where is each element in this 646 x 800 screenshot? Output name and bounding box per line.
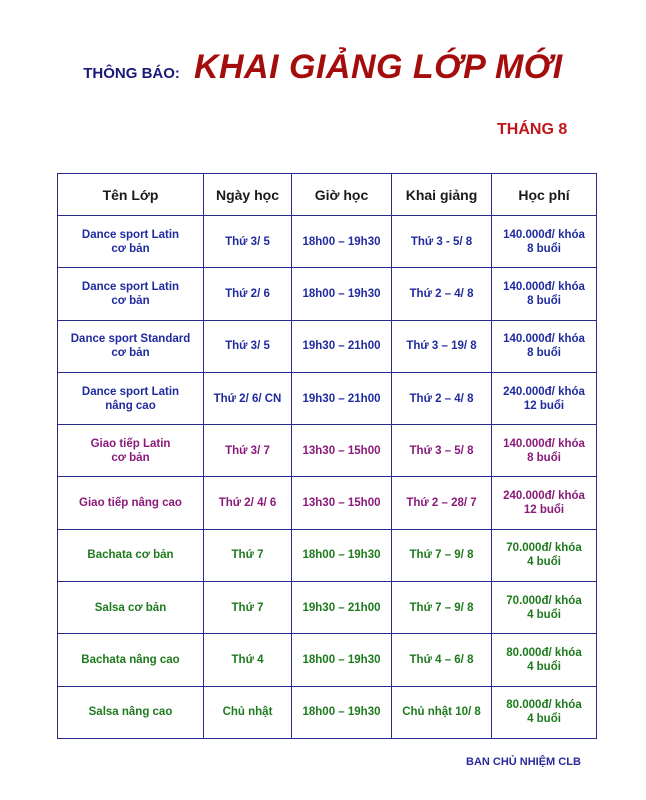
start-cell: Chủ nhật 10/ 8 — [392, 686, 492, 738]
fee-line: 140.000đ/ khóa — [503, 228, 585, 241]
time-cell: 13h30 – 15h00 — [292, 477, 392, 529]
fee-line: 240.000đ/ khóa — [503, 385, 585, 398]
days-cell: Thứ 3/ 5 — [204, 320, 292, 372]
days-cell: Thứ 2/ 4/ 6 — [204, 477, 292, 529]
title-line — [0, 48, 646, 87]
fee-cell — [492, 320, 597, 372]
fee-cell — [492, 425, 597, 477]
start-cell: Thứ 3 – 19/ 8 — [392, 320, 492, 372]
fee-cell — [492, 582, 597, 634]
fee-cell — [492, 372, 597, 424]
fee-line: 8 buổi — [527, 347, 561, 360]
days-cell: Thứ 3/ 7 — [204, 425, 292, 477]
time-cell: 18h00 – 19h30 — [292, 268, 392, 320]
time-cell: 18h00 – 19h30 — [292, 634, 392, 686]
class-name-cell — [58, 425, 204, 477]
fee-line: 140.000đ/ khóa — [503, 437, 585, 450]
days-cell: Chủ nhật — [204, 686, 292, 738]
fee-line: 8 buổi — [527, 294, 561, 307]
time-cell: 18h00 – 19h30 — [292, 216, 392, 268]
fee-line: 4 buổi — [527, 556, 561, 569]
fee-cell — [492, 216, 597, 268]
fee-line: 4 buổi — [527, 713, 561, 726]
fee-cell — [492, 529, 597, 581]
class-name-line: cơ bản — [111, 242, 150, 255]
class-name-cell — [58, 320, 204, 372]
class-name-line: Salsa nâng cao — [88, 706, 173, 719]
fee-line: 240.000đ/ khóa — [503, 490, 585, 503]
class-name-line: Giao tiếp nâng cao — [79, 497, 182, 510]
class-name-line: cơ bản — [111, 347, 150, 360]
column-header-fee: Học phí — [492, 174, 597, 216]
fee-line: 80.000đ/ khóa — [506, 699, 582, 712]
fee-line: 70.000đ/ khóa — [506, 542, 582, 555]
fee-line: 80.000đ/ khóa — [506, 647, 582, 660]
column-header-days: Ngày học — [204, 174, 292, 216]
column-header-start: Khai giảng — [392, 174, 492, 216]
days-cell: Thứ 2/ 6 — [204, 268, 292, 320]
class-name-line: Bachata nâng cao — [81, 654, 180, 667]
class-name-line: nâng cao — [105, 399, 156, 412]
fee-line: 12 buổi — [523, 399, 565, 412]
class-name-line: cơ bản — [111, 294, 150, 307]
start-cell: Thứ 3 – 5/ 8 — [392, 425, 492, 477]
time-cell: 19h30 – 21h00 — [292, 372, 392, 424]
table-row — [58, 320, 597, 372]
start-cell: Thứ 2 – 4/ 8 — [392, 372, 492, 424]
table-body — [58, 216, 597, 739]
start-cell: Thứ 3 - 5/ 8 — [392, 216, 492, 268]
class-name-cell — [58, 582, 204, 634]
class-name-line: Dance sport Latin — [81, 228, 180, 241]
class-name-cell — [58, 686, 204, 738]
table-row — [58, 372, 597, 424]
fee-line: 140.000đ/ khóa — [503, 280, 585, 293]
class-name-line: cơ bản — [111, 451, 150, 464]
start-cell: Thứ 7 – 9/ 8 — [392, 529, 492, 581]
fee-cell — [492, 477, 597, 529]
column-header-class-name: Tên Lớp — [58, 174, 204, 216]
column-header-time: Giờ học — [292, 174, 392, 216]
days-cell: Thứ 3/ 5 — [204, 216, 292, 268]
month-label: THÁNG 8 — [497, 121, 568, 138]
page-title: KHAI GIẢNG LỚP MỚI — [193, 48, 563, 86]
fee-line: 4 buổi — [527, 608, 561, 621]
start-cell: Thứ 2 – 28/ 7 — [392, 477, 492, 529]
table-row — [58, 634, 597, 686]
class-name-cell — [58, 372, 204, 424]
class-name-cell — [58, 477, 204, 529]
class-name-line: Salsa cơ bản — [94, 601, 167, 614]
time-cell: 13h30 – 15h00 — [292, 425, 392, 477]
start-cell: Thứ 4 – 6/ 8 — [392, 634, 492, 686]
days-cell: Thứ 4 — [204, 634, 292, 686]
table-row — [58, 425, 597, 477]
notice-label: THÔNG BÁO: — [83, 65, 180, 82]
class-name-cell — [58, 634, 204, 686]
fee-line: 8 buổi — [527, 242, 561, 255]
class-name-line: Giao tiếp Latin — [90, 437, 171, 450]
table-row — [58, 686, 597, 738]
days-cell: Thứ 2/ 6/ CN — [204, 372, 292, 424]
class-name-cell — [58, 268, 204, 320]
time-cell: 19h30 – 21h00 — [292, 320, 392, 372]
table-row — [58, 477, 597, 529]
time-cell: 18h00 – 19h30 — [292, 686, 392, 738]
table-header-row — [58, 174, 597, 216]
class-name-line: Dance sport Standard — [70, 333, 191, 346]
class-name-cell — [58, 216, 204, 268]
start-cell: Thứ 2 – 4/ 8 — [392, 268, 492, 320]
fee-cell — [492, 634, 597, 686]
days-cell: Thứ 7 — [204, 529, 292, 581]
time-cell: 18h00 – 19h30 — [292, 529, 392, 581]
class-schedule-table — [57, 173, 597, 739]
table-row — [58, 216, 597, 268]
fee-line: 70.000đ/ khóa — [506, 594, 582, 607]
fee-cell — [492, 686, 597, 738]
class-name-line: Dance sport Latin — [81, 385, 180, 398]
table-row — [58, 268, 597, 320]
time-cell: 19h30 – 21h00 — [292, 582, 392, 634]
table-row — [58, 529, 597, 581]
fee-line: 140.000đ/ khóa — [503, 333, 585, 346]
table-row — [58, 582, 597, 634]
class-name-line: Bachata cơ bản — [87, 549, 174, 562]
start-cell: Thứ 7 – 9/ 8 — [392, 582, 492, 634]
class-name-cell — [58, 529, 204, 581]
class-name-line: Dance sport Latin — [81, 280, 180, 293]
days-cell: Thứ 7 — [204, 582, 292, 634]
club-board-signature: BAN CHỦ NHIỆM CLB — [466, 756, 581, 768]
fee-line: 12 buổi — [523, 504, 565, 517]
fee-line: 8 buổi — [527, 451, 561, 464]
fee-cell — [492, 268, 597, 320]
fee-line: 4 buổi — [527, 661, 561, 674]
